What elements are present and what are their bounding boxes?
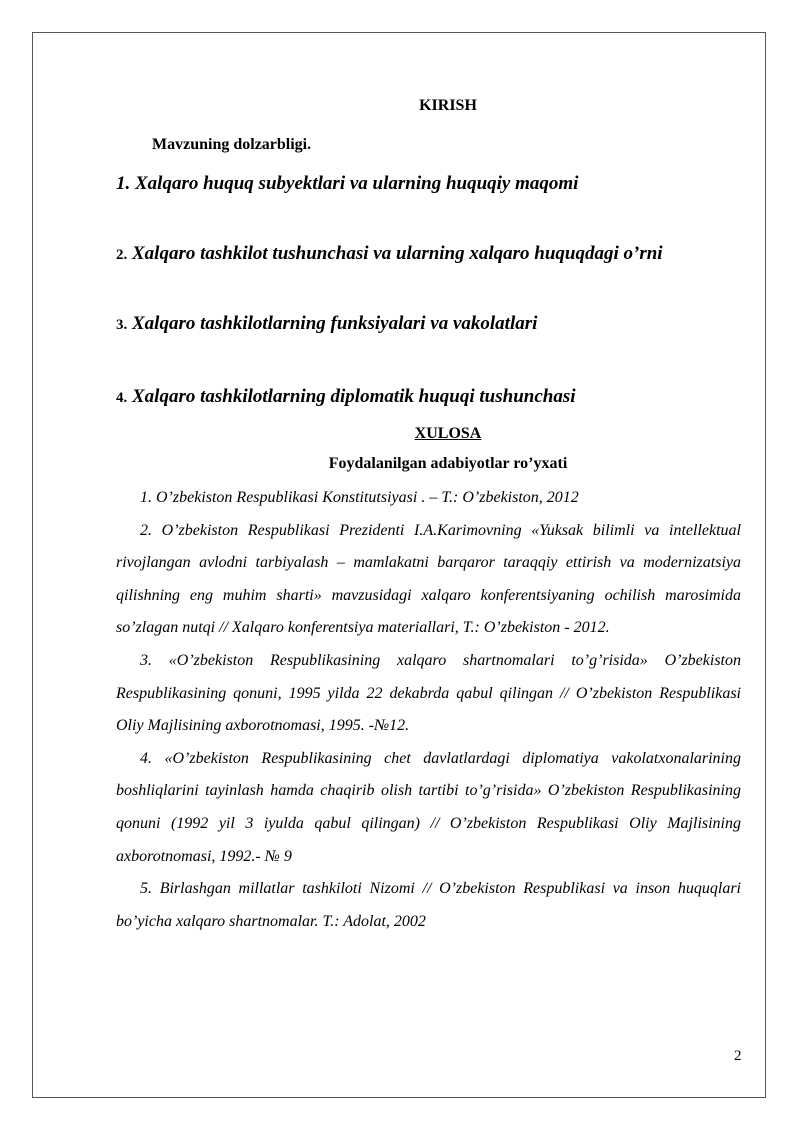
toc-item-2 [116, 243, 663, 265]
reference-item: 2. O’zbekiston Respublikasi Prezidenti I.A.Karimovning «Yuksak bilimli va intellektual rivojlangan avlodni tarbiyalash – mamlakatni barqaror taraqqiy ettirish va modernizatsiya qilishning eng muhim sharti» mavzusidagi xalqaro konferentsiyaning ochilish marosimida so’zlagan nutqi // Xalqaro konferentsiya materiallari, T.: O’zbekiston - 2012. [116, 521, 741, 637]
toc-item-title: Xalqaro tashkilotlarning funksiyalari va vakolatlari [132, 313, 538, 334]
reference-item: 4. «O’zbekiston Respublikasining chet davlatlardagi diplomatiya vakolatxonalarining boshliqlarini tayinlash hamda chaqirib olish tartibi to’g’risida» O’zbekiston Respublikasining qonuni (1992 yil 3 iyulda qabul qilingan) // O’zbekiston Respublikasi Oliy Majlisining axborotnomasi, 1992.- № 9 [116, 749, 741, 865]
toc-item-title: Xalqaro tashkilotlarning diplomatik huquqi tushunchasi [132, 386, 576, 407]
page-number: 2 [734, 1048, 742, 1064]
intro-heading: KIRISH [419, 97, 477, 114]
toc-item-title: Xalqaro huquq subyektlari va ularning huquqiy maqomi [135, 173, 579, 194]
toc-item-3 [116, 313, 537, 335]
toc-item-number: 1. [116, 173, 131, 194]
reference-item: 5. Birlashgan millatlar tashkiloti Nizomi // O’zbekiston Respublikasi va inson huquqlari bo’yicha xalqaro shartnomalar. T.: Adolat, 2002 [116, 880, 741, 930]
toc-item-4 [116, 386, 576, 408]
relevance-heading: Mavzuning dolzarbligi. [152, 136, 312, 153]
conclusion-heading: XULOSA [414, 425, 482, 442]
toc-item-1 [116, 173, 578, 195]
references-heading: Foydalanilgan adabiyotlar ro’yxati [328, 455, 568, 472]
toc-item-title: Xalqaro tashkilot tushunchasi va ularning xalqaro huquqdagi o’rni [132, 243, 663, 264]
reference-item: 3. «O’zbekiston Respublikasining xalqaro shartnomalari to’g’risida» O’zbekiston Respublikasining qonuni, 1995 yilda 22 dekabrda qabul qilingan // O’zbekiston Respublikasi Oliy Majlisining axborotnomasi, 1995. -№12. [116, 651, 741, 735]
toc-item-number: 2. [116, 247, 128, 263]
references-list [116, 482, 741, 938]
reference-item: 1. O’zbekiston Respublikasi Konstitutsiyasi . – T.: O’zbekiston, 2012 [140, 489, 579, 506]
toc-item-number: 3. [116, 317, 128, 333]
toc-item-number: 4. [116, 390, 128, 406]
